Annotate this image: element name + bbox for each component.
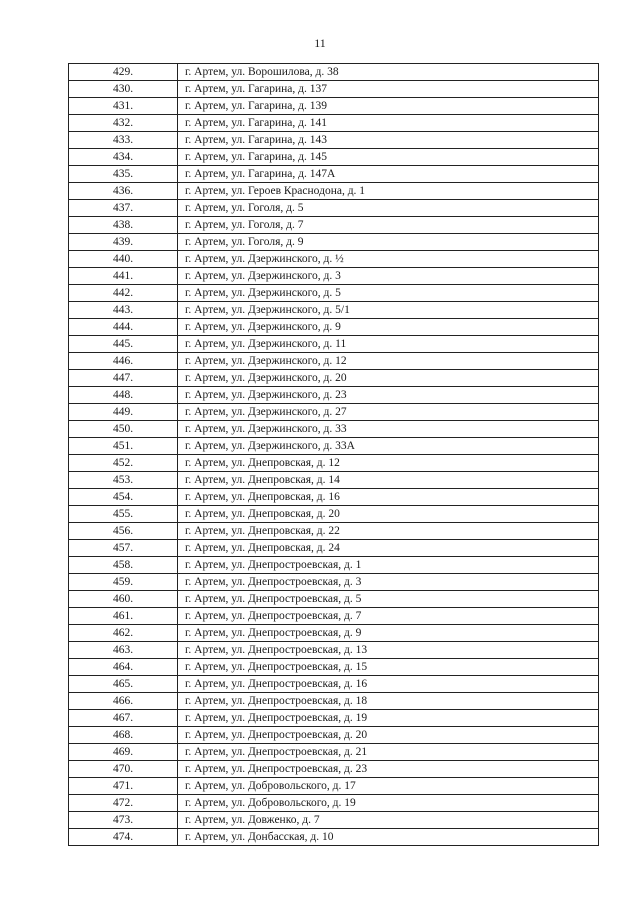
row-number: 454. xyxy=(69,489,178,506)
row-address: г. Артем, ул. Дзержинского, д. 3 xyxy=(178,268,599,285)
row-address: г. Артем, ул. Днепровская, д. 14 xyxy=(178,472,599,489)
row-number: 440. xyxy=(69,251,178,268)
row-number: 446. xyxy=(69,353,178,370)
row-number: 448. xyxy=(69,387,178,404)
row-address: г. Артем, ул. Довженко, д. 7 xyxy=(178,812,599,829)
table-row xyxy=(69,149,599,166)
table-row xyxy=(69,132,599,149)
row-number: 453. xyxy=(69,472,178,489)
row-address: г. Артем, ул. Гагарина, д. 137 xyxy=(178,81,599,98)
row-address: г. Артем, ул. Гагарина, д. 139 xyxy=(178,98,599,115)
row-address: г. Артем, ул. Днепровская, д. 24 xyxy=(178,540,599,557)
row-address: г. Артем, ул. Гоголя, д. 7 xyxy=(178,217,599,234)
table-row xyxy=(69,319,599,336)
table-row xyxy=(69,251,599,268)
row-address: г. Артем, ул. Днепростроевская, д. 9 xyxy=(178,625,599,642)
row-number: 433. xyxy=(69,132,178,149)
row-address: г. Артем, ул. Днепровская, д. 22 xyxy=(178,523,599,540)
table-row xyxy=(69,676,599,693)
row-number: 473. xyxy=(69,812,178,829)
row-number: 470. xyxy=(69,761,178,778)
row-number: 434. xyxy=(69,149,178,166)
table-row xyxy=(69,557,599,574)
table-row xyxy=(69,795,599,812)
row-address: г. Артем, ул. Дзержинского, д. 5 xyxy=(178,285,599,302)
row-address: г. Артем, ул. Дзержинского, д. 23 xyxy=(178,387,599,404)
table-row xyxy=(69,812,599,829)
row-number: 449. xyxy=(69,404,178,421)
row-address: г. Артем, ул. Ворошилова, д. 38 xyxy=(178,64,599,81)
table-row xyxy=(69,81,599,98)
row-address: г. Артем, ул. Дзержинского, д. 33 xyxy=(178,421,599,438)
row-address: г. Артем, ул. Добровольского, д. 19 xyxy=(178,795,599,812)
table-row xyxy=(69,404,599,421)
table-row xyxy=(69,778,599,795)
table-row xyxy=(69,642,599,659)
row-number: 464. xyxy=(69,659,178,676)
table-row xyxy=(69,659,599,676)
row-number: 457. xyxy=(69,540,178,557)
row-number: 438. xyxy=(69,217,178,234)
table-row xyxy=(69,166,599,183)
table-row xyxy=(69,200,599,217)
row-number: 444. xyxy=(69,319,178,336)
row-number: 443. xyxy=(69,302,178,319)
row-number: 447. xyxy=(69,370,178,387)
table-row xyxy=(69,217,599,234)
table-row xyxy=(69,710,599,727)
row-number: 469. xyxy=(69,744,178,761)
table-row xyxy=(69,336,599,353)
table-row xyxy=(69,234,599,251)
row-number: 442. xyxy=(69,285,178,302)
row-address: г. Артем, ул. Днепростроевская, д. 21 xyxy=(178,744,599,761)
table-row xyxy=(69,625,599,642)
row-number: 468. xyxy=(69,727,178,744)
row-address: г. Артем, ул. Днепровская, д. 12 xyxy=(178,455,599,472)
row-address: г. Артем, ул. Героев Краснодона, д. 1 xyxy=(178,183,599,200)
row-number: 432. xyxy=(69,115,178,132)
row-address: г. Артем, ул. Днепростроевская, д. 3 xyxy=(178,574,599,591)
row-number: 474. xyxy=(69,829,178,846)
address-table-body xyxy=(69,64,599,846)
row-address: г. Артем, ул. Гоголя, д. 5 xyxy=(178,200,599,217)
row-address: г. Артем, ул. Днепростроевская, д. 19 xyxy=(178,710,599,727)
row-number: 436. xyxy=(69,183,178,200)
row-number: 465. xyxy=(69,676,178,693)
row-address: г. Артем, ул. Днепростроевская, д. 7 xyxy=(178,608,599,625)
row-number: 435. xyxy=(69,166,178,183)
page-number: 11 xyxy=(314,36,326,50)
row-address: г. Артем, ул. Днепростроевская, д. 5 xyxy=(178,591,599,608)
table-row xyxy=(69,727,599,744)
table-row xyxy=(69,64,599,81)
row-address: г. Артем, ул. Днепростроевская, д. 1 xyxy=(178,557,599,574)
row-address: г. Артем, ул. Дзержинского, д. 12 xyxy=(178,353,599,370)
row-number: 471. xyxy=(69,778,178,795)
row-address: г. Артем, ул. Гагарина, д. 145 xyxy=(178,149,599,166)
table-row xyxy=(69,574,599,591)
row-number: 445. xyxy=(69,336,178,353)
row-address: г. Артем, ул. Днепровская, д. 16 xyxy=(178,489,599,506)
row-address: г. Артем, ул. Днепростроевская, д. 15 xyxy=(178,659,599,676)
row-number: 466. xyxy=(69,693,178,710)
row-address: г. Артем, ул. Гагарина, д. 141 xyxy=(178,115,599,132)
row-address: г. Артем, ул. Донбасская, д. 10 xyxy=(178,829,599,846)
row-number: 458. xyxy=(69,557,178,574)
table-row xyxy=(69,268,599,285)
table-row xyxy=(69,370,599,387)
table-row xyxy=(69,506,599,523)
row-number: 459. xyxy=(69,574,178,591)
row-number: 462. xyxy=(69,625,178,642)
row-number: 431. xyxy=(69,98,178,115)
row-address: г. Артем, ул. Днепростроевская, д. 18 xyxy=(178,693,599,710)
table-row xyxy=(69,285,599,302)
row-address: г. Артем, ул. Добровольского, д. 17 xyxy=(178,778,599,795)
row-address: г. Артем, ул. Днепростроевская, д. 13 xyxy=(178,642,599,659)
table-row xyxy=(69,472,599,489)
row-address: г. Артем, ул. Днепростроевская, д. 20 xyxy=(178,727,599,744)
row-address: г. Артем, ул. Днепростроевская, д. 16 xyxy=(178,676,599,693)
table-row xyxy=(69,455,599,472)
row-number: 455. xyxy=(69,506,178,523)
table-row xyxy=(69,387,599,404)
row-address: г. Артем, ул. Дзержинского, д. ½ xyxy=(178,251,599,268)
row-number: 430. xyxy=(69,81,178,98)
table-row xyxy=(69,761,599,778)
table-row xyxy=(69,744,599,761)
table-row xyxy=(69,591,599,608)
row-number: 456. xyxy=(69,523,178,540)
row-number: 467. xyxy=(69,710,178,727)
table-row xyxy=(69,523,599,540)
row-address: г. Артем, ул. Гоголя, д. 9 xyxy=(178,234,599,251)
row-address: г. Артем, ул. Дзержинского, д. 27 xyxy=(178,404,599,421)
row-number: 437. xyxy=(69,200,178,217)
row-number: 463. xyxy=(69,642,178,659)
table-row xyxy=(69,353,599,370)
table-row xyxy=(69,829,599,846)
row-address: г. Артем, ул. Днепровская, д. 20 xyxy=(178,506,599,523)
row-address: г. Артем, ул. Гагарина, д. 143 xyxy=(178,132,599,149)
table-row xyxy=(69,421,599,438)
table-row xyxy=(69,693,599,710)
row-number: 452. xyxy=(69,455,178,472)
row-address: г. Артем, ул. Днепростроевская, д. 23 xyxy=(178,761,599,778)
row-address: г. Артем, ул. Гагарина, д. 147А xyxy=(178,166,599,183)
row-number: 460. xyxy=(69,591,178,608)
row-number: 439. xyxy=(69,234,178,251)
row-address: г. Артем, ул. Дзержинского, д. 5/1 xyxy=(178,302,599,319)
row-number: 429. xyxy=(69,64,178,81)
row-address: г. Артем, ул. Дзержинского, д. 9 xyxy=(178,319,599,336)
table-row xyxy=(69,115,599,132)
row-address: г. Артем, ул. Дзержинского, д. 33А xyxy=(178,438,599,455)
row-number: 461. xyxy=(69,608,178,625)
row-address: г. Артем, ул. Дзержинского, д. 20 xyxy=(178,370,599,387)
row-number: 472. xyxy=(69,795,178,812)
table-row xyxy=(69,438,599,455)
row-address: г. Артем, ул. Дзержинского, д. 11 xyxy=(178,336,599,353)
row-number: 441. xyxy=(69,268,178,285)
row-number: 451. xyxy=(69,438,178,455)
address-table xyxy=(68,63,599,846)
table-row xyxy=(69,540,599,557)
table-row xyxy=(69,302,599,319)
row-number: 450. xyxy=(69,421,178,438)
table-row xyxy=(69,489,599,506)
table-row xyxy=(69,98,599,115)
table-row xyxy=(69,608,599,625)
table-row xyxy=(69,183,599,200)
